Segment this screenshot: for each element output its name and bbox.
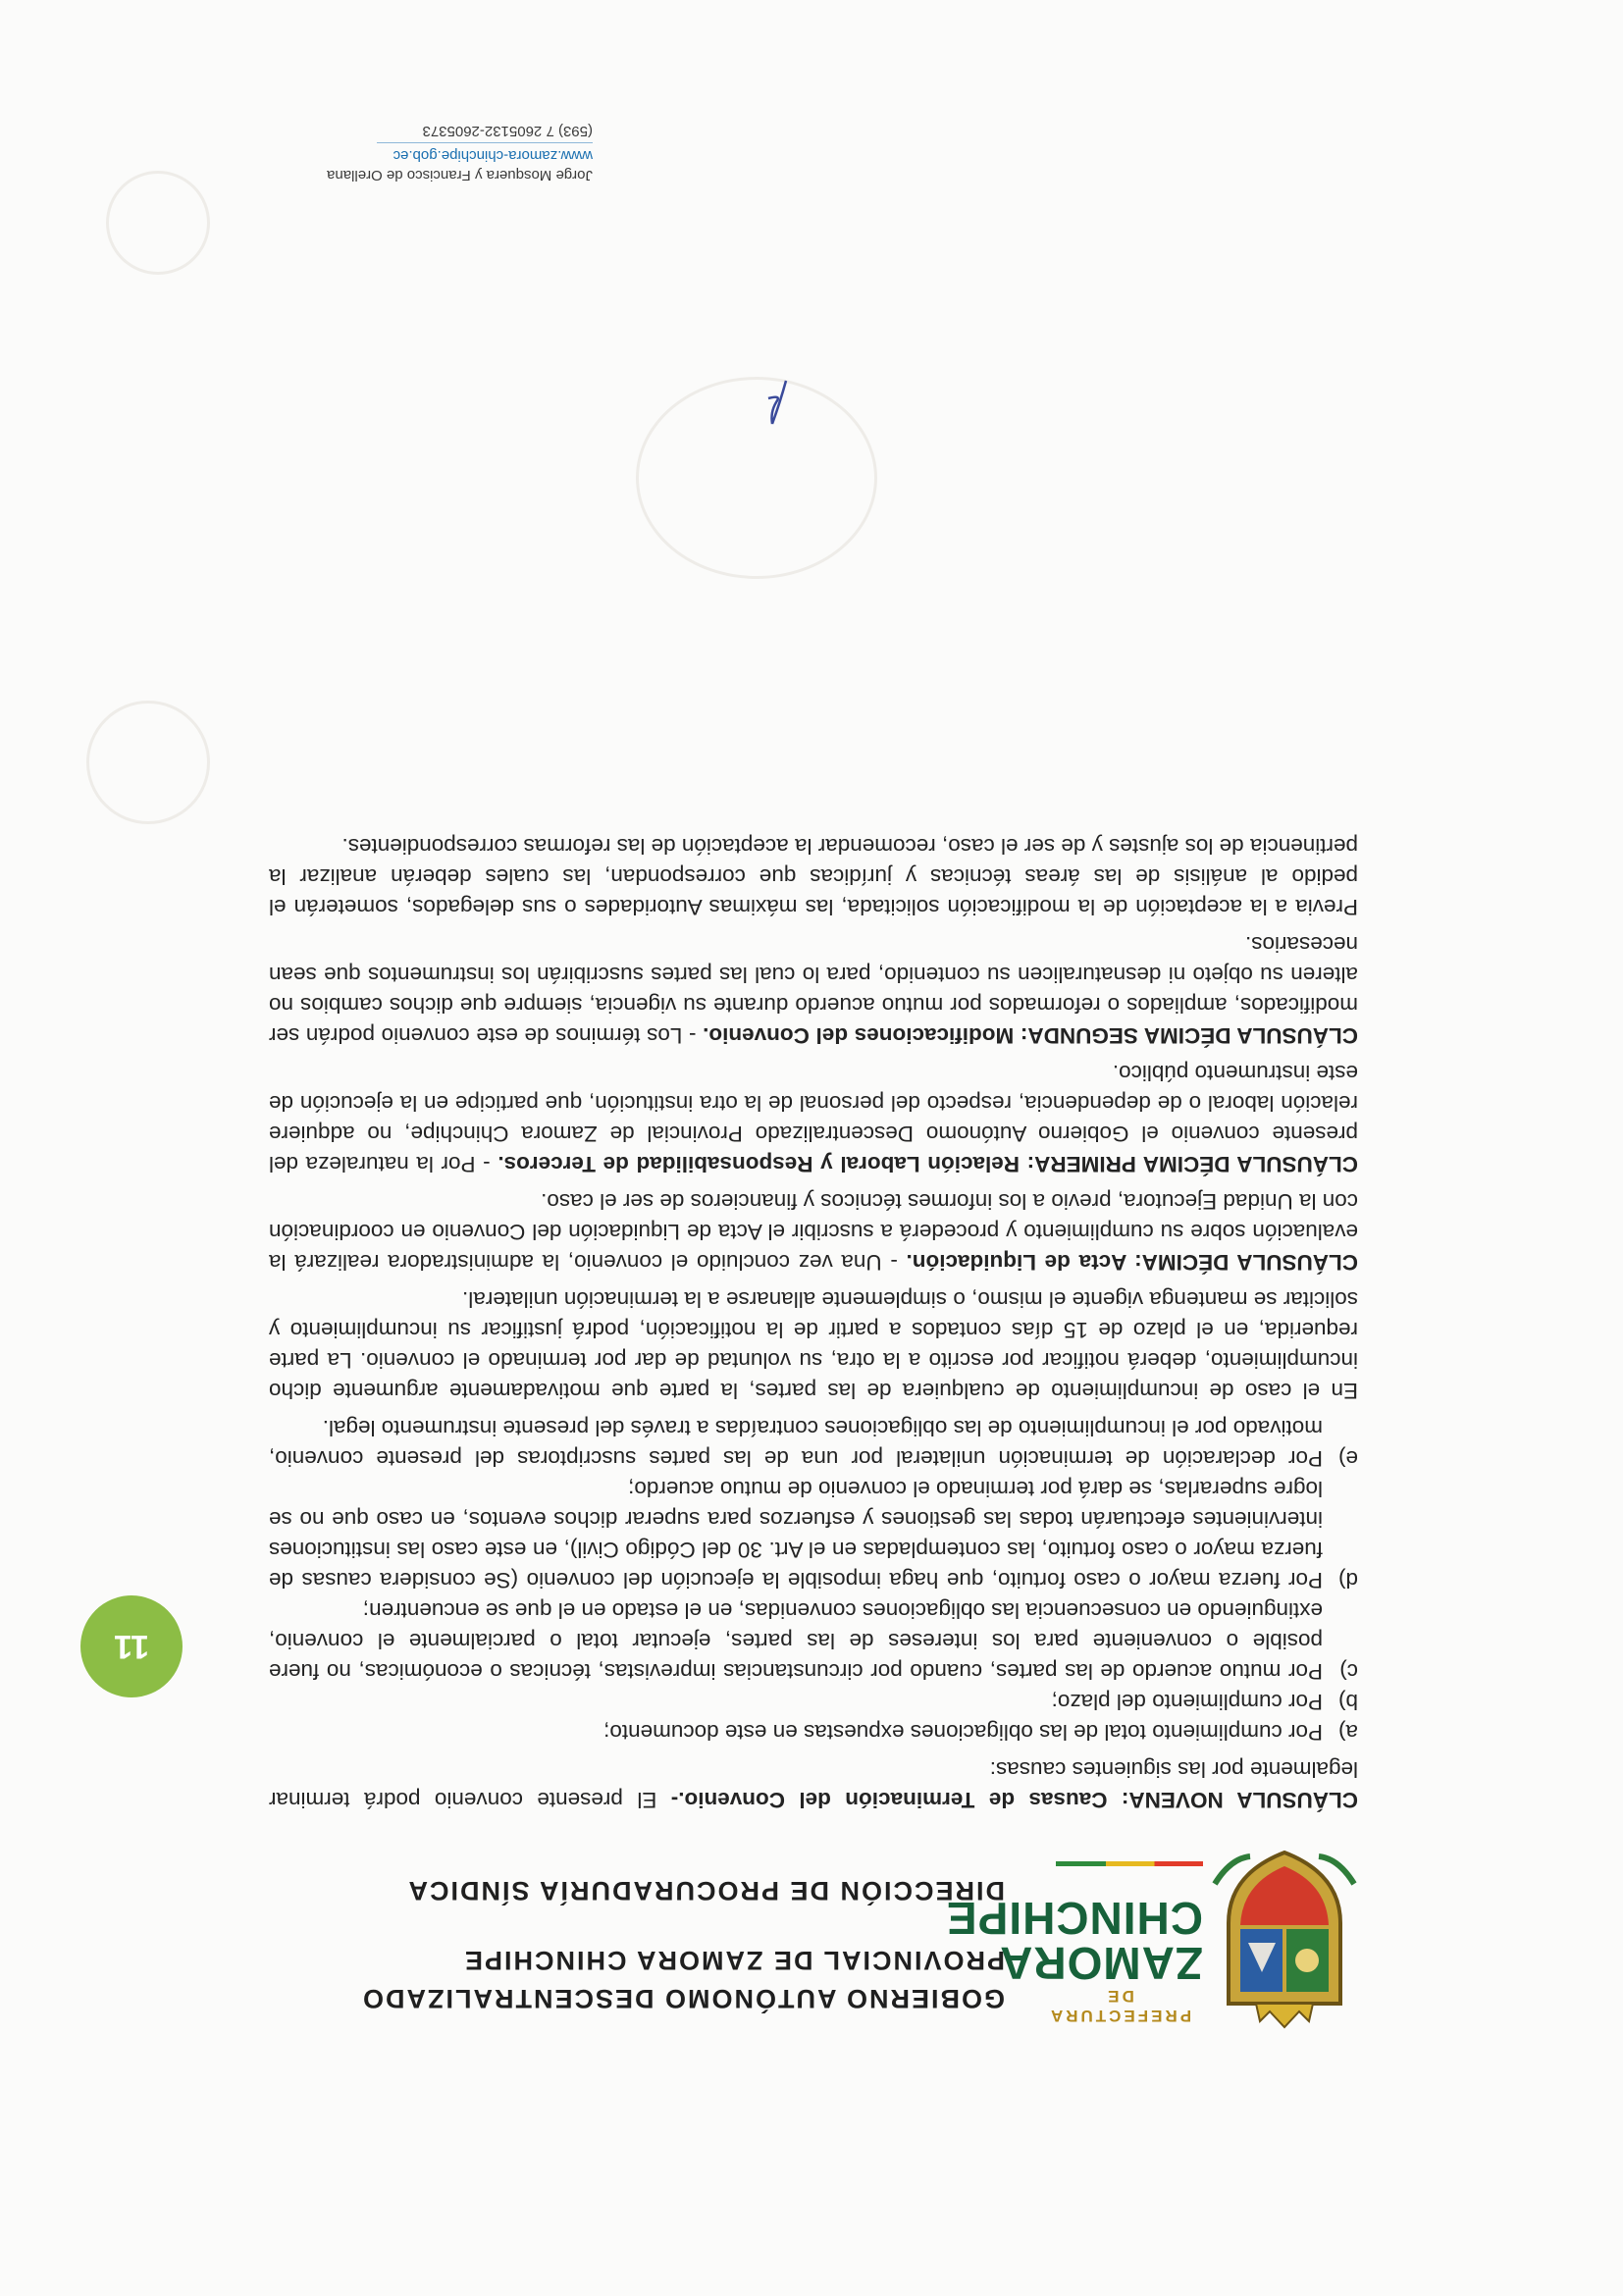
letterhead (210, 1845, 1358, 2031)
list-item (269, 1474, 1358, 1595)
list-item (269, 1687, 1358, 1717)
footer-divider (377, 142, 593, 143)
faint-stamp (86, 701, 210, 824)
clause-heading: CLÁUSULA NOVENA: Causas de Terminación del Convenio.- (670, 1788, 1358, 1812)
list-item (269, 1717, 1358, 1748)
clause-heading: CLÁUSULA DÉCIMA: Acta de Liquidación. (906, 1250, 1358, 1275)
clause-text: - Una vez concluido el convenio, la administradora realizará la evaluación sobre su cumplimiento y procederá a suscribir el Acta de Liquidación del Convenio en coordinación con la Unidad Ejecutora, previo a los informes técnicos y financieros de ser el caso. (269, 1189, 1358, 1275)
coat-of-arms-icon (1211, 1845, 1358, 2031)
list-item-text: Por mutuo acuerdo de las partes, cuando por circunstancias imprevistas, técnicas o económicas, no fuere posible o conveniente para los intereses de las partes, ejecutar total o parcialmente el convenio, extinguiendo en consecuencia las obligaciones convenidas, en el estado en el que se encuentren; (269, 1598, 1323, 1684)
list-item-label: e) (1337, 1446, 1358, 1471)
paragraph-clausula-decima (269, 1186, 1358, 1278)
organization-name (220, 1875, 1005, 2013)
footer-address: Jorge Mosquera y Francisco de Orellana (327, 167, 593, 183)
list-item-label: d) (1337, 1568, 1358, 1592)
list-item-label: a) (1337, 1720, 1358, 1745)
footer-phone: (593) 7 2605132-2605373 (422, 123, 593, 139)
list-item-text: Por cumplimiento total de las obligaciones expuestas en este documento; (603, 1720, 1323, 1745)
clause-text: - Los términos de este convenio podrán ser modificados, ampliados o reformados por mutuo acuerdo durante su vigencia, siempre que dichos cambios no alteren su objeto ni desnaturalicen su contenido, para lo cual las partes suscribirán los instrumentos que sean necesarios. (269, 932, 1358, 1048)
faint-stamp (106, 171, 210, 275)
list-item-text: Por declaración de terminación unilateral por una de las partes suscriptoras del presente convenio, motivado por el incumplimiento de las obligaciones contraídas a través del presente instrumento legal. (269, 1416, 1323, 1471)
clause-heading: CLÁUSULA DÉCIMA PRIMERA: Relación Laboral y Responsabilidad de Terceros. (497, 1152, 1358, 1176)
list-item-text: Por cumplimiento del plazo; (1051, 1690, 1323, 1714)
brand-line-zamora: ZAMORA (999, 1938, 1203, 1989)
org-line-2: PROVINCIAL DE ZAMORA CHINCHIPE (462, 1946, 1005, 1975)
list-item (269, 1413, 1358, 1474)
paragraph-incumplimiento: En el caso de incumplimiento de cualquiera de las partes, la parte que motivadamente argumente dicho incumplimiento, deberá notificar por escrito a la otra, su voluntad de dar por terminado el convenio. La parte requerida, en el plazo de 15 días contados a partir de la notificación, podrá justificar su incumplimiento y solicitar se mantenga vigente el mismo, o simplemente allanarse a la terminación unilateral. (269, 1287, 1358, 1403)
page-number: 11 (114, 1628, 149, 1666)
paragraph-clausula-decima-primera (269, 1058, 1358, 1179)
footer-contact (239, 121, 593, 184)
brand-prefix: PREFECTURA DE (1047, 1987, 1192, 2025)
list-item-label: c) (1339, 1659, 1358, 1684)
paragraph-previa: Previa a la aceptación de la modificación solicitada, las máximas Autoridades o sus delegados, someterán el pedido al análisis de las áreas técnicas y jurídicas que correspondan, las cuales deberán analizar la pertinencia de los ajustes y de ser el caso, recomendar la aceptación de las reformas correspondientes. (269, 834, 1358, 919)
footer-website-link[interactable]: www.zamora-chinchipe.gob.ec (393, 147, 593, 164)
department-name: DIRECCIÓN DE PROCURADURÍA SÍNDICA (406, 1876, 1005, 1905)
list-item-text: Por fuerza mayor o caso fortuito, que haga imposible la ejecución del convenio (Se considera causas de fuerza mayor o caso fortuito, las contempladas en el Art. 30 del Código Civil), en este caso las instituciones intervinientes efectuarán todas las gestiones y esfuerzos para superar dichos eventos, en caso que no se logre superarlas, se dará por terminado el convenio de mutuo acuerdo; (269, 1477, 1323, 1592)
brand-color-stripe (1056, 1861, 1203, 1866)
list-item (269, 1595, 1358, 1687)
brand-line-chinchipe: CHINCHIPE (945, 1893, 1203, 1944)
clause-text: - Por la naturaleza del presente convenio el Gobierno Autónomo Descentralizado Provincial de Zamora Chinchipe, no adquiere relación laboral o de dependencia, respecto del personal de la otra institución, que participe en la ejecución de este instrumento público. (268, 1061, 1358, 1176)
page-number-badge (80, 1595, 183, 1697)
paragraph-clausula-decima-segunda (269, 929, 1358, 1051)
clause-text: El presente convenio podrá terminar legalmente por las siguientes causas: (269, 1757, 1358, 1812)
brand-wordmark (945, 1893, 1203, 2025)
paragraph-clausula-novena (269, 1754, 1358, 1815)
clause-heading: CLÁUSULA DÉCIMA SEGUNDA: Modificaciones del Convenio. (703, 1023, 1358, 1048)
org-line-1: GOBIERNO AUTÓNOMO DESCENTRALIZADO (361, 1984, 1005, 2013)
list-item-label: b) (1337, 1690, 1358, 1714)
signature-initial-icon (755, 373, 794, 432)
document-body (269, 824, 1358, 1815)
